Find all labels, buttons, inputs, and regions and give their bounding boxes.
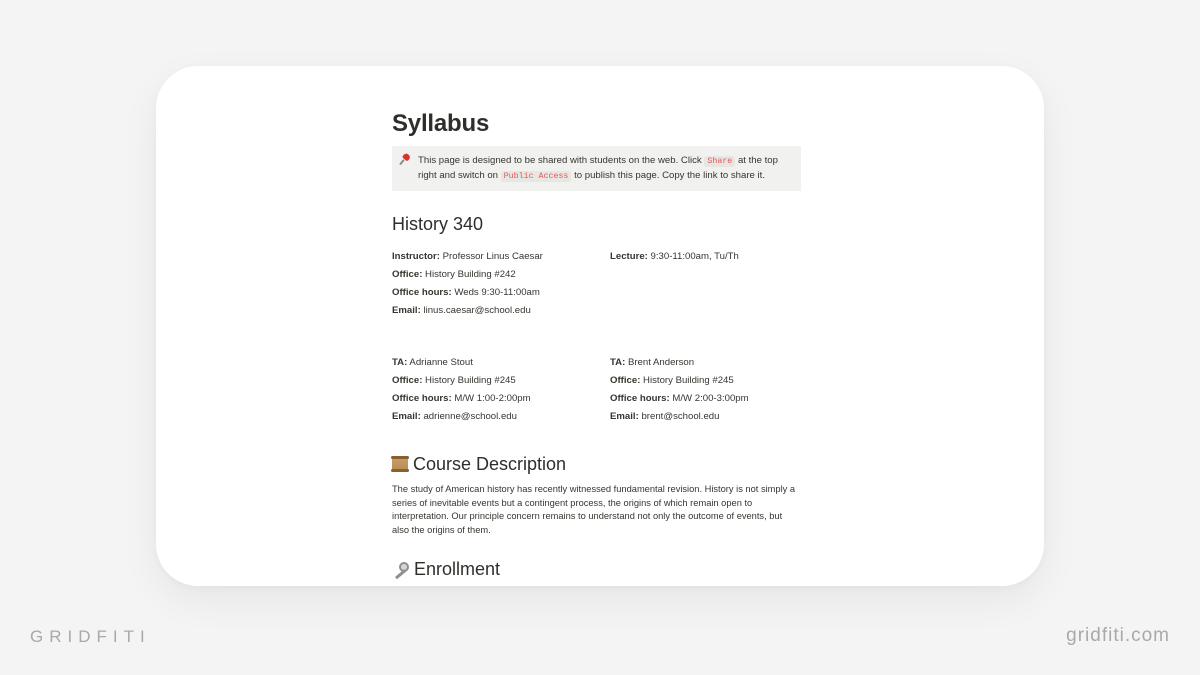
instructor-hours-row: Office hours: Weds 9:30-11:00am <box>392 287 540 298</box>
instructor-email-row: Email: linus.caesar@school.edu <box>392 305 531 316</box>
ta-row: TA: Adrianne Stout <box>392 357 473 368</box>
enrollment-heading: Enrollment <box>392 559 500 580</box>
key-icon <box>392 561 410 577</box>
ta-row: TA: Brent Anderson <box>610 357 695 368</box>
ta-info-1 <box>392 354 531 426</box>
gridfiti-url: gridfiti.com <box>1066 625 1170 646</box>
course-description-heading: Course Description <box>392 454 566 475</box>
ta-hours-row: Office hours: M/W 1:00-2:00pm <box>392 393 531 404</box>
gridfiti-logo: GRIDFITI <box>30 627 151 646</box>
ta-office-row: Office: History Building #245 <box>392 375 516 386</box>
callout-text-part-3: to publish this page. Copy the link to share it. <box>571 170 765 181</box>
ta-hours-row: Office hours: M/W 2:00-3:00pm <box>610 393 749 404</box>
public-access-code: Public Access <box>501 171 572 182</box>
share-callout <box>392 146 801 191</box>
pushpin-icon <box>400 154 418 191</box>
ta-email-row: Email: adrienne@school.edu <box>392 411 517 422</box>
share-code: Share <box>704 156 735 167</box>
ta-email-row: Email: brent@school.edu <box>610 411 720 422</box>
callout-text-part-2: at the top right and switch on <box>418 155 778 181</box>
scroll-icon <box>392 456 408 472</box>
instructor-row: Instructor: Professor Linus Caesar <box>392 251 543 262</box>
callout-text-part-1: This page is designed to be shared with students on the web. Click <box>418 155 705 166</box>
callout-text <box>418 154 791 191</box>
page-title: Syllabus <box>392 110 490 137</box>
instructor-info <box>392 248 543 320</box>
instructor-office-row: Office: History Building #242 <box>392 269 516 280</box>
syllabus-page-card <box>156 66 1044 586</box>
lecture-row: Lecture: 9:30-11:00am, Tu/Th <box>610 251 739 262</box>
ta-info-2 <box>610 354 749 426</box>
lecture-info <box>610 248 739 266</box>
ta-office-row: Office: History Building #245 <box>610 375 734 386</box>
course-title: History 340 <box>392 214 484 234</box>
course-description-text: The study of American history has recently witnessed fundamental revision. History is not simply a series of inevitable events but a contingent process, the origins of which remain open to interpretation. Our principle concern remains to understand not only the outcome of events, but also the origins of them. <box>392 484 796 535</box>
